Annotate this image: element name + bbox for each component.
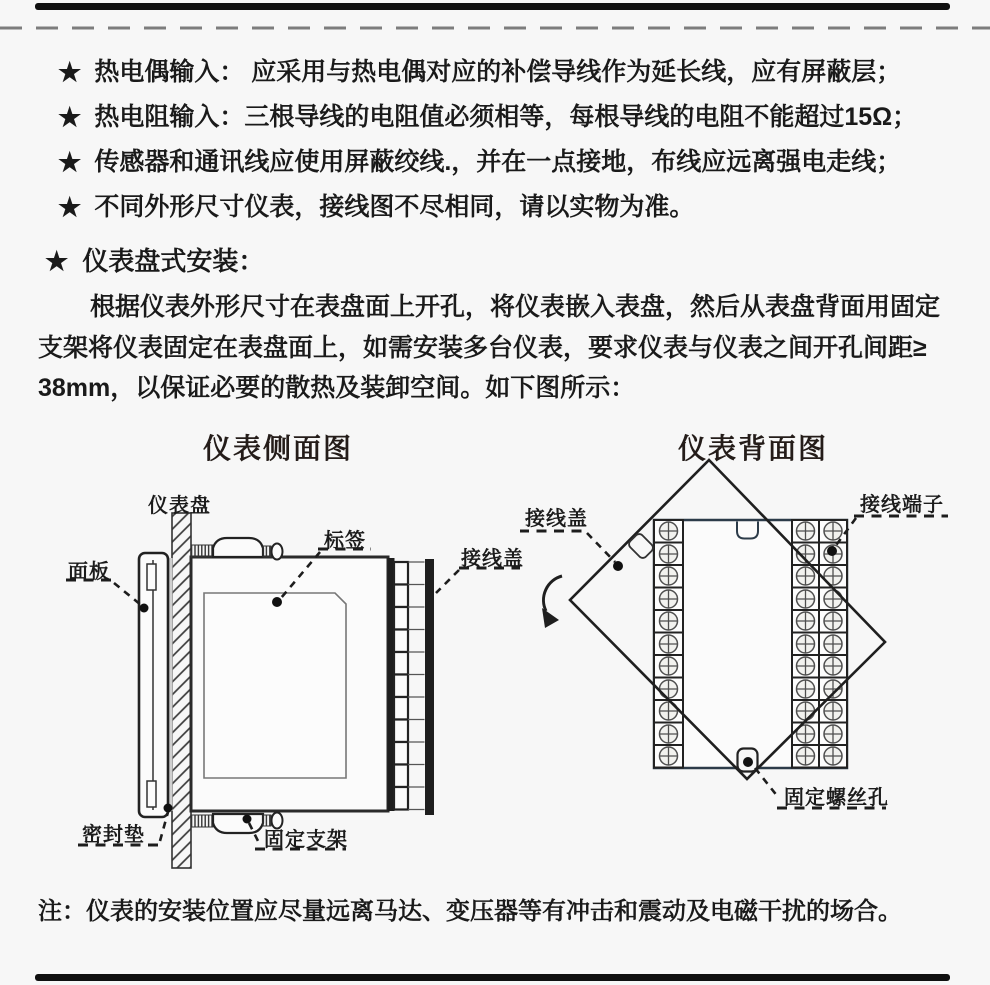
label-panel-board: 仪表盘 xyxy=(148,495,211,517)
terminal-cover-bar xyxy=(425,559,434,815)
bottom-edge-bar xyxy=(35,974,950,981)
label-gasket: 密封垫 xyxy=(82,824,145,846)
bullet-text: 不同外形尺寸仪表，接线图不尽相同，请以实物为准。 xyxy=(94,193,695,221)
bullet-text: 传感器和通讯线应使用屏蔽绞线.，并在一点接地，布线应远离强电走线； xyxy=(94,148,902,176)
bullet-text: 热电偶输入： 应采用与热电偶对应的补偿导线作为延长线，应有屏蔽层； xyxy=(94,58,902,86)
bullet-dimensions xyxy=(58,192,694,222)
bullet-thermocouple xyxy=(58,57,901,87)
bullet-text: 热电阻输入：三根导线的电阻值必须相等，每根导线的电阻不能超过15Ω； xyxy=(94,103,918,131)
terminal-block-side xyxy=(388,558,435,815)
bracket-leader-dot xyxy=(243,815,252,824)
star-icon: ★ xyxy=(58,192,82,222)
back-view-title: 仪表背面图 xyxy=(678,434,829,465)
section-heading-panel-mount xyxy=(45,246,264,276)
label-terminals: 接线端子 xyxy=(860,494,944,516)
installation-note: 注：仪表的安装位置应尽量远离马达、变压器等有冲击和震动及电磁干扰的场合。 xyxy=(38,898,902,925)
side-view-title: 仪表侧面图 xyxy=(203,434,354,465)
label-screw-hole: 固定螺丝孔 xyxy=(784,787,889,809)
top-dashed-divider xyxy=(0,24,990,32)
top-edge-bar xyxy=(35,3,950,10)
label-front-panel: 面板 xyxy=(68,561,110,583)
label-terminal-cover-side: 接线盖 xyxy=(461,548,524,570)
heading-text: 仪表盘式安装： xyxy=(82,246,265,276)
cover-clip xyxy=(627,532,655,560)
bracket-top xyxy=(191,538,283,560)
label-sticker: 标签 xyxy=(324,530,366,552)
front-panel-leader-dot xyxy=(140,604,149,613)
star-icon: ★ xyxy=(58,57,82,87)
top-notch xyxy=(737,522,758,539)
panel-board-wall xyxy=(172,513,191,868)
label-bracket: 固定支架 xyxy=(264,829,348,851)
paragraph-line: 支架将仪表固定在表盘面上，如需安装多台仪表，要求仪表与仪表之间开孔间距≥ xyxy=(38,334,927,362)
star-icon: ★ xyxy=(45,246,69,276)
terminal-strip-back xyxy=(654,520,847,768)
paragraph-line: 38mm，以保证必要的散热及装卸空间。如下图所示： xyxy=(38,374,636,402)
terminals-leader-dot xyxy=(827,546,837,556)
rotation-arrow xyxy=(542,576,562,628)
sticker-leader-dot xyxy=(272,597,282,607)
star-icon: ★ xyxy=(58,102,82,132)
bullet-shielded-wire xyxy=(58,147,901,177)
paragraph-line: 根据仪表外形尺寸在表盘面上开孔，将仪表嵌入表盘，然后从表盘背面用固定 xyxy=(90,293,941,321)
cover-leader-dot xyxy=(613,561,623,571)
front-panel-bezel xyxy=(139,553,168,817)
star-icon: ★ xyxy=(58,147,82,177)
gasket-leader-dot xyxy=(164,804,173,813)
sticker-outline xyxy=(204,593,346,778)
bullet-rtd xyxy=(58,102,917,132)
fixing-screw-hole xyxy=(738,749,758,772)
label-terminal-cover-back: 接线盖 xyxy=(525,508,588,530)
